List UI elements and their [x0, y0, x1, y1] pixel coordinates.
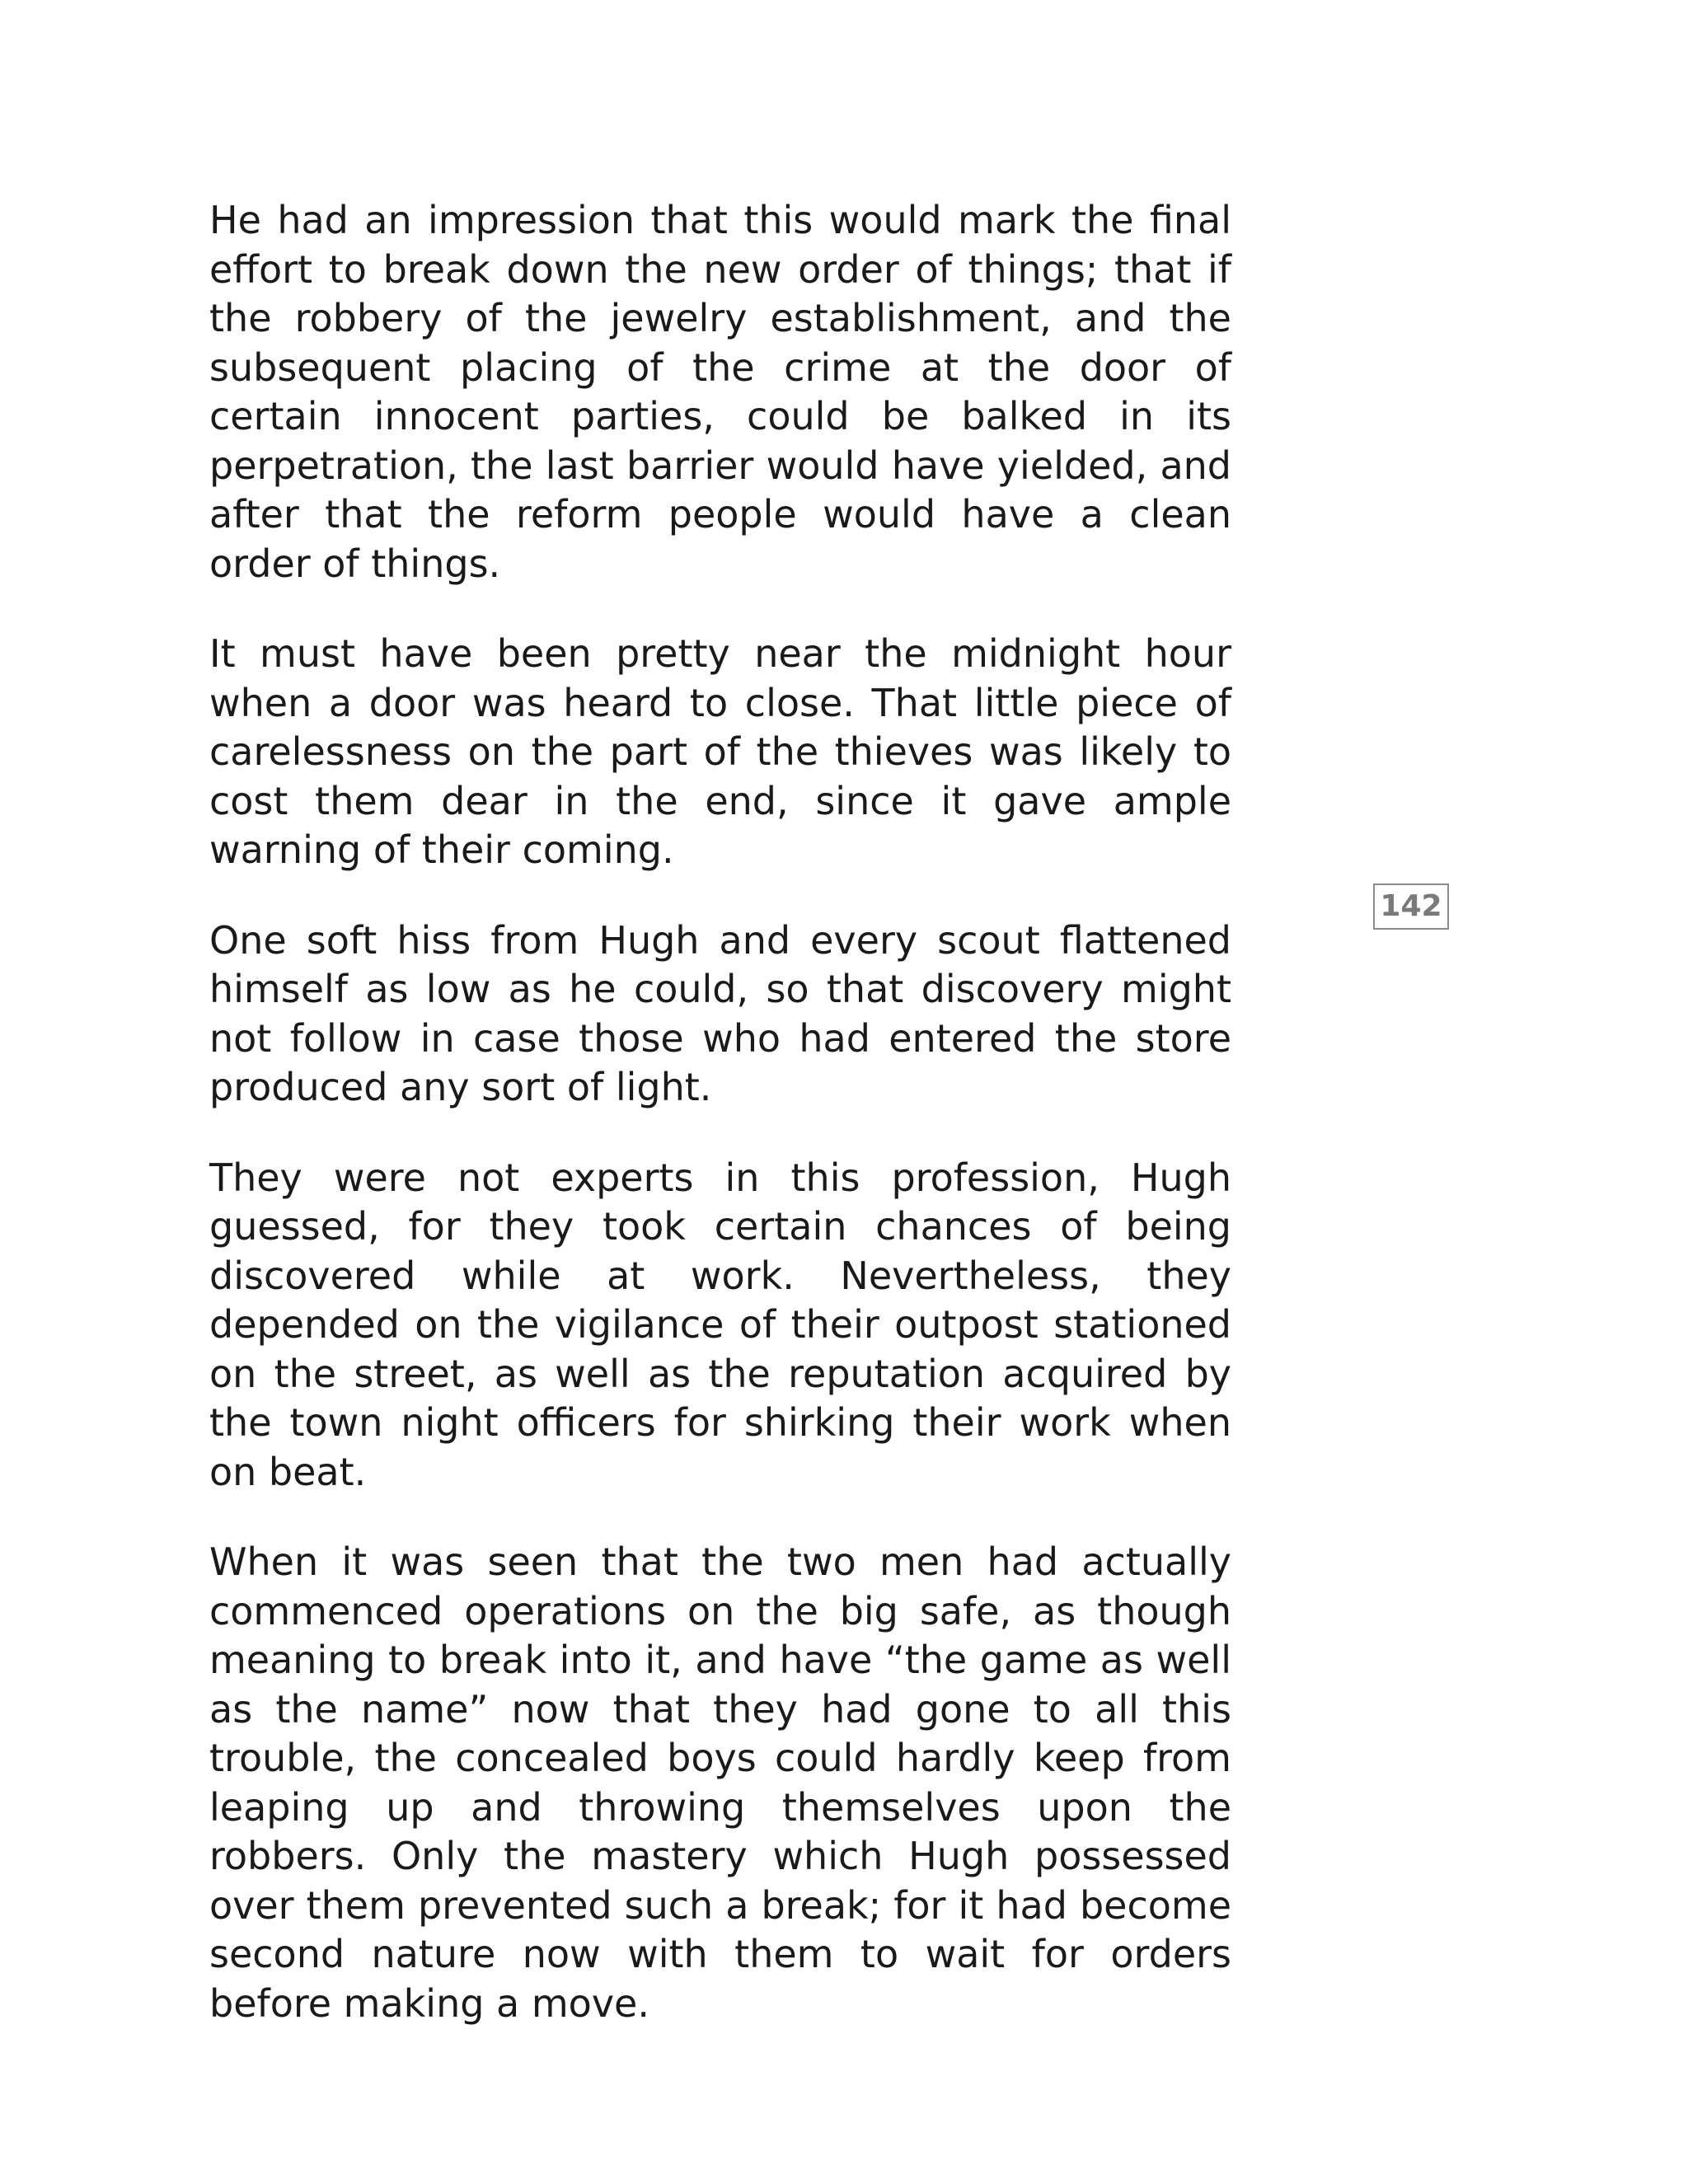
page-number-badge: 142: [1373, 883, 1449, 930]
paragraph-2: It must have been pretty near the midnight hour when a door was heard to close. That little piece of carelessness on the part of the thieves was likely to cost them dear in the end, since it gave ample warning of their coming.: [209, 631, 1231, 872]
paragraph-5: When it was seen that the two men had actually commenced operations on the big safe, as though meaning to break into it, and have “the game as well as the name” now that they had gone to all this trouble, the concealed boys could hardly keep from leaping up and throwing themselves upon the robbers. Only the mastery which Hugh possessed over them prevented such a break; for it had become second nature now with them to wait for orders before making a move.: [209, 1540, 1231, 2026]
paragraph-4: They were not experts in this profession, Hugh guessed, for they took certain chances of being discovered while at work. Nevertheless, they depended on the vigilance of their outpost stationed on the street, as well as the reputation acquired by the town night officers for shirking their work when on beat.: [209, 1155, 1231, 1494]
paragraph-3: One soft hiss from Hugh and every scout flattened himself as low as he could, so that discovery might not follow in case those who had entered the store produced any sort of light.: [209, 917, 1231, 1109]
body-text: [209, 196, 1231, 2069]
paragraph-1: He had an impression that this would mark the final effort to break down the new order of things; that if the robbery of the jewelry establishment, and the subsequent placing of the crime at the door of certain innocent parties, could be balked in its perpetration, the last barrier would have yielded, and after that the reform people would have a clean order of things.: [209, 198, 1231, 586]
